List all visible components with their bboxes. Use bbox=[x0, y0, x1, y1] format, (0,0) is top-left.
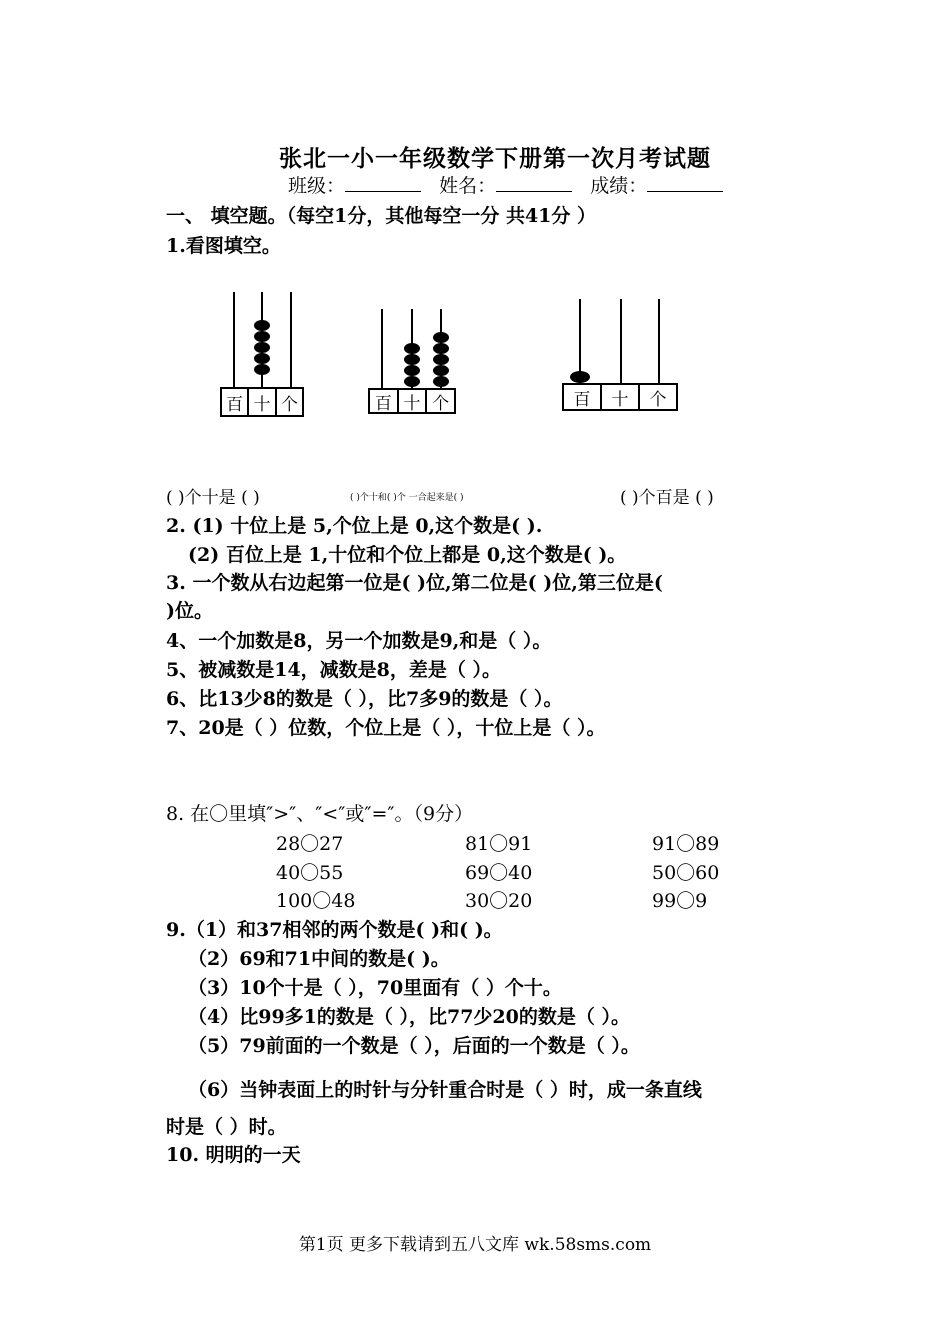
q8-item[interactable]: 100〇48 bbox=[276, 890, 356, 912]
bead bbox=[254, 331, 270, 342]
q8-item[interactable]: 69〇40 bbox=[465, 862, 533, 884]
rod-ones bbox=[658, 299, 660, 383]
q8-item[interactable]: 91〇89 bbox=[652, 833, 720, 855]
q2-part2: (2) 百位上是 1,十位和个位上都是 0,这个数是( )。 bbox=[188, 544, 627, 566]
page-title: 张北一小一年级数学下册第一次月考试题 bbox=[279, 145, 711, 172]
q1-title: 1.看图填空。 bbox=[166, 235, 281, 257]
q8-item[interactable]: 81〇91 bbox=[465, 833, 533, 855]
q8-item[interactable]: 99〇9 bbox=[652, 890, 708, 912]
q1-answer-a[interactable]: ( )个十是 ( ) bbox=[166, 488, 260, 508]
q6: 6、比13少8的数是（ ），比7多9的数是（ ）。 bbox=[166, 688, 563, 710]
rod-hundreds bbox=[233, 292, 235, 387]
bead bbox=[254, 320, 270, 331]
class-blank[interactable] bbox=[345, 177, 421, 192]
q5: 5、被减数是14，减数是8，差是（ ）。 bbox=[166, 659, 501, 681]
bead bbox=[404, 376, 420, 387]
bead bbox=[570, 371, 590, 383]
bead bbox=[404, 365, 420, 376]
q2-part1: 2. (1) 十位上是 5,个位上是 0,这个数是( ). bbox=[166, 515, 543, 537]
bead bbox=[404, 354, 420, 365]
label-hundreds: 百 bbox=[222, 389, 249, 415]
label-tens: 十 bbox=[399, 390, 428, 412]
name-label: 姓名： bbox=[439, 175, 497, 197]
section1-heading: 一、 填空题。（每空1分，其他每空一分 共41分 ） bbox=[166, 205, 597, 227]
name-blank[interactable] bbox=[496, 177, 572, 192]
q9-part3: （3）10个十是（ ），70里面有（ ）个十。 bbox=[188, 977, 562, 999]
label-tens: 十 bbox=[249, 389, 276, 415]
bead bbox=[254, 342, 270, 353]
q3-line2: )位。 bbox=[166, 600, 213, 622]
q10-title: 10. 明明的一天 bbox=[166, 1144, 301, 1166]
abacus-2 bbox=[368, 309, 456, 414]
class-label: 班级： bbox=[288, 175, 346, 197]
q9-part5: （5）79前面的一个数是（ ），后面的一个数是（ ）。 bbox=[188, 1035, 640, 1057]
label-hundreds: 百 bbox=[564, 385, 602, 409]
q1-answer-b[interactable]: ( )个十和( )个 一合起来是( ) bbox=[350, 493, 464, 503]
bead bbox=[433, 343, 449, 354]
label-hundreds: 百 bbox=[370, 390, 399, 412]
rod-hundreds bbox=[381, 309, 383, 389]
label-ones: 个 bbox=[280, 394, 298, 415]
score-blank[interactable] bbox=[647, 177, 723, 192]
bead bbox=[404, 343, 420, 354]
bead bbox=[433, 376, 449, 387]
q8-item[interactable]: 30〇20 bbox=[465, 890, 533, 912]
student-info bbox=[288, 171, 723, 198]
page-footer: 第1页 更多下载请到五八文库 wk.58sms.com bbox=[298, 1235, 652, 1255]
bead bbox=[433, 354, 449, 365]
q7: 7、20是（ ）位数，个位上是（ ），十位上是（ ）。 bbox=[166, 717, 606, 739]
place-value-base bbox=[220, 387, 304, 417]
bead bbox=[433, 365, 449, 376]
label-ones: 个 bbox=[432, 393, 450, 414]
q4: 4、一个加数是8，另一个加数是9,和是（ ）。 bbox=[166, 630, 552, 652]
q1-answer-c[interactable]: ( )个百是 ( ) bbox=[620, 488, 714, 508]
place-value-base bbox=[562, 383, 678, 411]
q8-item[interactable]: 50〇60 bbox=[652, 862, 720, 884]
rod-tens bbox=[620, 299, 622, 383]
abacus-1 bbox=[220, 292, 304, 418]
bead bbox=[433, 332, 449, 343]
q8-item[interactable]: 40〇55 bbox=[276, 862, 344, 884]
bead bbox=[254, 353, 270, 364]
q9-part6-cont: 时是（ ）时。 bbox=[166, 1116, 287, 1138]
bead bbox=[254, 364, 270, 375]
score-label: 成绩： bbox=[590, 175, 648, 197]
place-value-base bbox=[368, 388, 456, 414]
q8-title: 8. 在〇里填″>″、″<″或″=″。（9分） bbox=[166, 803, 474, 825]
rod-ones bbox=[290, 292, 292, 387]
q8-item[interactable]: 28〇27 bbox=[276, 833, 344, 855]
q9-part2: （2）69和71中间的数是( )。 bbox=[188, 948, 450, 970]
label-tens: 十 bbox=[602, 385, 640, 409]
abacus-3 bbox=[562, 299, 678, 411]
q3-line1: 3. 一个数从右边起第一位是( )位,第二位是( )位,第三位是( bbox=[166, 572, 663, 594]
label-ones: 个 bbox=[649, 389, 667, 410]
q9-part6: （6）当钟表面上的时针与分针重合时是（ ）时，成一条直线 bbox=[188, 1079, 702, 1101]
q9-part1: 9.（1）和37相邻的两个数是( )和( )。 bbox=[166, 919, 503, 941]
q9-part4: （4）比99多1的数是（ ），比77少20的数是（ ）。 bbox=[188, 1006, 630, 1028]
